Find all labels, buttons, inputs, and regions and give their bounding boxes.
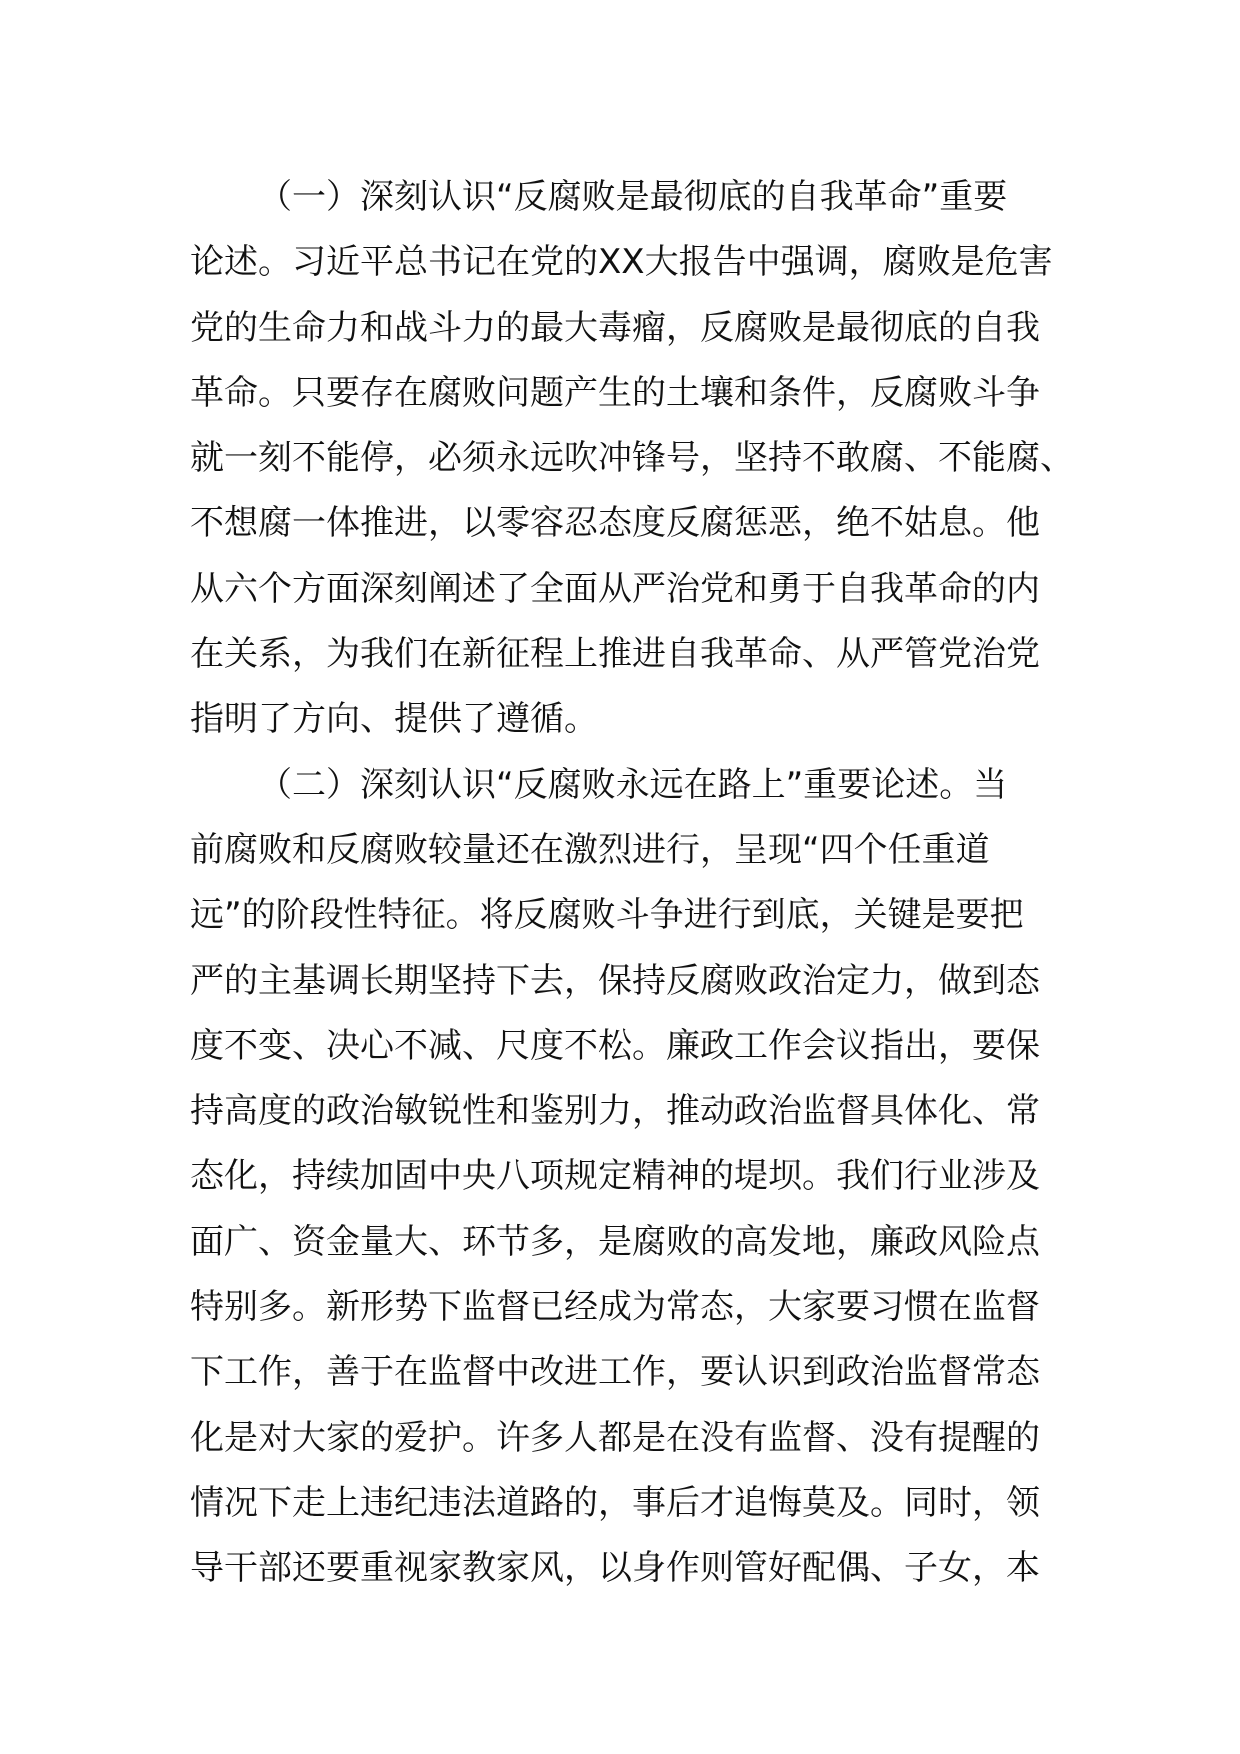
document-body [190, 165, 1074, 1602]
paragraph-2-line: 化是对大家的爱护。许多人都是在没有监督、没有提醒的 [190, 1417, 1040, 1458]
paragraph-1-line: 指明了方向、提供了遵循。 [190, 699, 598, 740]
paragraph-2-line: 持高度的政治敏锐性和鉴别力，推动政治监督具体化、常 [190, 1091, 1040, 1132]
paragraph-1-line: 革命。只要存在腐败问题产生的土壤和条件，反腐败斗争 [190, 372, 1040, 413]
paragraph-1-line: （一）深刻认识“反腐败是最彻底的自我革命”重要 [258, 177, 1008, 217]
paragraph-2-line: 前腐败和反腐败较量还在激烈进行，呈现“四个任重道 [190, 829, 990, 870]
paragraph-1-line: 党的生命力和战斗力的最大毒瘤，反腐败是最彻底的自我 [190, 307, 1040, 348]
paragraph-2-line: 导干部还要重视家教家风，以身作则管好配偶、子女，本 [190, 1548, 1040, 1589]
paragraph-1-line: 在关系，为我们在新征程上推进自我革命、从严管党治党 [190, 634, 1040, 675]
paragraph-2-line: 态化，持续加固中央八项规定精神的堤坝。我们行业涉及 [190, 1156, 1040, 1197]
paragraph-1-line: 就一刻不能停，必须永远吹冲锋号，坚持不敢腐、不能腐、 [190, 438, 1074, 479]
paragraph-2-line: 下工作，善于在监督中改进工作，要认识到政治监督常态 [190, 1352, 1040, 1393]
paragraph-2-line: 面广、资金量大、环节多，是腐败的高发地，廉政风险点 [190, 1221, 1040, 1262]
paragraph-2-line: 严的主基调长期坚持下去，保持反腐败政治定力，做到态 [190, 960, 1040, 1001]
paragraph-2-line: （二）深刻认识“反腐败永远在路上”重要论述。当 [258, 764, 1008, 805]
paragraph-1-line: 论述。习近平总书记在党的XX大报告中强调，腐败是危害 [190, 242, 1053, 283]
paragraph-2-line: 特别多。新形势下监督已经成为常态，大家要习惯在监督 [190, 1287, 1040, 1328]
paragraph-1-line: 不想腐一体推进，以零容忍态度反腐惩恶，绝不姑息。他 [190, 503, 1040, 544]
paragraph-1-line: 从六个方面深刻阐述了全面从严治党和勇于自我革命的内 [190, 568, 1040, 609]
paragraph-2-line: 情况下走上违纪违法道路的，事后才追悔莫及。同时，领 [190, 1482, 1040, 1523]
paragraph-2-line: 远”的阶段性特征。将反腐败斗争进行到底，关键是要把 [190, 895, 1024, 936]
paragraph-2-line: 度不变、决心不减、尺度不松。廉政工作会议指出，要保 [190, 1025, 1040, 1066]
